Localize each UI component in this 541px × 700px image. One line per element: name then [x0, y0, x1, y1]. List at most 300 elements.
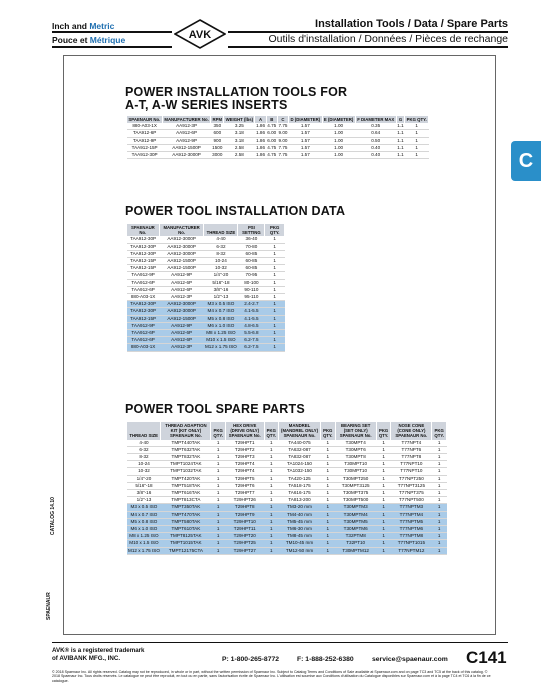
table-cell: 1: [264, 540, 279, 547]
table-cell: 80-100: [238, 279, 265, 286]
table-row: [127, 152, 429, 159]
table-cell: 1: [376, 454, 391, 461]
table-cell: 1: [432, 446, 447, 453]
table-cell: 70-95: [238, 272, 265, 279]
table-row: [127, 526, 447, 533]
table-cell: 7.75: [278, 152, 288, 158]
table-cell: 880-A03-1X: [127, 344, 159, 351]
footer-copyright: © 2018 Spaenaur Inc. All rights reserved. Catalog may not be reproduced, in whole or in part, without the written permission of Spaenaur Inc. Subject to Catalog Terms and Conditions of Sale available at Spaenaur.com and on page TC3 and TC5 at the back of this catalog. © 2018 Spaenaur Inc. Tous droits réservés. Le catalogue ne peut être reproduit, en tout ou en partie, sans l'autorisation écrite de Spaenaur Inc. L'utilisation est soumise aux Conditions d'utilisation du Catalogue disponibles sur Spaenaur.com et à la page TC4 et TC6 à la fin de ce catalogue.: [52, 670, 491, 683]
section1-header-cell: E (DIAMETER): [323, 117, 354, 122]
table-row: [127, 511, 447, 518]
table-row: [127, 308, 285, 315]
spare-parts-body: [127, 440, 447, 555]
section1-header-cell: C: [277, 116, 288, 123]
section3-title: POWER TOOL SPARE PARTS: [125, 402, 305, 416]
section1-header-cell: MANUFACTURER No.: [162, 116, 211, 123]
table-cell: T29HPT8: [225, 504, 264, 511]
table-cell: AA912-6P: [159, 330, 204, 337]
table-cell: 0.64: [355, 130, 396, 137]
table-cell: 1: [265, 258, 285, 265]
section3-header-cell: MANDREL (MANDREL ONLY) SPAENAUR No.: [279, 422, 321, 440]
table-cell: AA912-3P: [162, 123, 211, 130]
table-cell: T29HPT11: [225, 526, 264, 533]
table-cell: TA1032-150: [279, 468, 321, 475]
table-cell: 1.00: [322, 152, 355, 159]
table-cell: TMPT12175CTA: [161, 547, 211, 554]
table-cell: TM5-45 mm: [279, 518, 321, 525]
table-cell: TAA912-30P: [127, 243, 159, 250]
table-cell: 1: [432, 511, 447, 518]
table-cell: T77NPT6: [391, 446, 432, 453]
table-cell: TMPT610TAK: [161, 526, 211, 533]
table-row: [127, 482, 447, 489]
table-cell: 3.25: [224, 123, 255, 130]
table-cell: AA912-9P: [159, 322, 204, 329]
section1-header-cell: RPM: [212, 117, 223, 122]
table-cell: 1: [432, 526, 447, 533]
table-cell: 1: [376, 511, 391, 518]
table-cell: TAA912-15P: [127, 144, 162, 151]
table-cell: 1.86: [256, 130, 266, 136]
table-cell: 1.1: [397, 144, 404, 150]
table-cell: TM12-50 mm: [279, 547, 321, 554]
table-cell: 1.86: [256, 152, 266, 158]
table-cell: 1/2"-13: [127, 497, 161, 504]
table-cell: TMPT8125TAK: [161, 533, 211, 540]
table-cell: 8-32: [127, 454, 161, 461]
table-cell: M10 x 1.5 ISO: [204, 337, 238, 344]
table-cell: TMPT518TAK: [161, 482, 211, 489]
table-cell: M12 x 1.75 ISO: [204, 344, 237, 350]
table-cell: T30MPT8: [335, 454, 376, 461]
table-row: [127, 547, 447, 554]
table-cell: T77NPT375: [391, 490, 432, 497]
table-cell: 1: [211, 468, 226, 475]
table-cell: 4.8-6.5: [238, 322, 265, 329]
table-cell: 1: [211, 475, 226, 482]
table-cell: 1: [320, 547, 335, 554]
section1-header-cell: A: [255, 116, 266, 123]
label-metrique: Métrique: [89, 35, 126, 45]
table-cell: 1.1: [397, 123, 404, 129]
table-cell: 1.1: [397, 130, 404, 136]
table-cell: T77NPT10: [391, 468, 432, 475]
table-cell: T77NPT8: [391, 454, 432, 461]
table-cell: T77NPT500: [391, 497, 432, 504]
trademark-line2: of AVIBANK MFG., INC.: [52, 654, 121, 662]
table-cell: 1: [211, 490, 226, 497]
table-row: [127, 504, 447, 511]
table-cell: 1.57: [289, 152, 322, 159]
table-cell: 2.58: [224, 144, 255, 151]
table-cell: 4-40: [204, 236, 238, 243]
table-cell: 1: [432, 490, 447, 497]
table-row: [127, 440, 447, 447]
table-row: [127, 497, 447, 504]
table-cell: T29HPT5: [225, 475, 264, 482]
table-row: [127, 475, 447, 482]
table-cell: 6-32: [127, 446, 161, 453]
table-cell: 1: [376, 518, 391, 525]
table-row: [127, 123, 429, 130]
table-cell: 1: [264, 461, 279, 468]
table-cell: T29HPT4: [225, 468, 264, 475]
table-cell: T29HPT10: [225, 518, 264, 525]
table-cell: 9.00: [278, 137, 288, 143]
table-cell: 1: [376, 440, 391, 447]
table-cell: 1: [265, 337, 285, 344]
table-row: [127, 144, 429, 151]
table-cell: TA616-175: [279, 490, 321, 497]
table-cell: 1: [265, 279, 285, 286]
table-cell: M10 x 1.5 ISO: [127, 540, 161, 547]
table-cell: 1.86: [256, 144, 266, 150]
table-cell: 1: [432, 497, 447, 504]
table-cell: 1.57: [289, 130, 322, 137]
table-cell: 1: [320, 446, 335, 453]
footer-trademark: [52, 647, 144, 662]
table-cell: 10-24: [127, 461, 161, 468]
table-row: [127, 322, 285, 329]
table-row: [127, 330, 285, 337]
table-cell: 1: [432, 454, 447, 461]
table-cell: 1: [265, 315, 285, 322]
table-cell: T77NPT3125: [391, 482, 432, 489]
table-cell: 6-32: [204, 243, 238, 250]
table-cell: 1: [264, 468, 279, 475]
table-cell: 1: [265, 344, 285, 351]
table-cell: TA632-087: [279, 446, 321, 453]
table-cell: TAA912-9P: [127, 137, 162, 144]
footer-phone[interactable]: P: 1-800-265-8772: [222, 656, 280, 663]
table-cell: M3 x 0.5 ISO: [204, 301, 238, 308]
table-cell: TAA912-15P: [127, 265, 159, 272]
table-row: [127, 344, 285, 351]
table-cell: 1: [376, 468, 391, 475]
table-cell: 1: [320, 511, 335, 518]
table-row: [127, 518, 447, 525]
table-cell: 1: [211, 440, 226, 447]
table-cell: 0.40: [355, 152, 396, 159]
table-cell: AA912-6P: [159, 286, 204, 293]
table-cell: 1: [265, 330, 285, 337]
table-cell: 3/8"-16: [127, 490, 161, 497]
table-cell: TMPT420TAK: [161, 475, 211, 482]
table-cell: T30MPT3125: [335, 482, 376, 489]
table-cell: M8 x 1.25 ISO: [127, 533, 161, 540]
table-cell: 1: [432, 547, 447, 554]
table-cell: 70-80: [238, 243, 265, 250]
table-cell: T77NPTM4: [391, 511, 432, 518]
table-row: [127, 130, 429, 137]
table-cell: 4.75: [267, 144, 277, 150]
table-cell: 1: [264, 504, 279, 511]
table-cell: M6 x 1.0 ISO: [204, 322, 238, 329]
table-row: [127, 250, 285, 257]
table-cell: TAA912-6P: [127, 337, 159, 344]
table-cell: 5.5-6.8: [238, 330, 265, 337]
table-cell: AA912-6P: [162, 130, 211, 137]
table-cell: M5 x 0.8 ISO: [127, 518, 161, 525]
table-cell: T30MPTM6: [335, 526, 376, 533]
table-cell: 1: [432, 533, 447, 540]
table-cell: 1: [320, 440, 335, 447]
logo-text: AVK: [188, 29, 212, 41]
section1-header-cell: PKG QTY.: [406, 117, 427, 122]
table-cell: TMPT832TAK: [161, 454, 211, 461]
table-cell: T30MPT375: [335, 490, 376, 497]
table-cell: 1: [264, 490, 279, 497]
table-cell: TMPT470TAK: [161, 511, 211, 518]
table-cell: 4.75: [267, 123, 277, 129]
table-cell: 1: [405, 130, 429, 137]
table-cell: AA912-3000P: [159, 308, 204, 315]
table-cell: 1: [264, 526, 279, 533]
table-cell: 3000: [212, 152, 223, 158]
table-cell: 3/8"-16: [204, 286, 238, 293]
table-cell: 1: [320, 533, 335, 540]
table-cell: T32PTM8: [335, 533, 376, 540]
table-cell: 95-110: [238, 294, 265, 301]
table-cell: 1/4"-20: [204, 272, 238, 279]
table-cell: TA518-175: [279, 482, 321, 489]
table-cell: 10-24: [204, 258, 238, 265]
table-cell: 1.00: [322, 144, 355, 151]
section1-header-cell: B: [266, 116, 277, 123]
label-and: and: [69, 21, 90, 31]
table-cell: TAA912-30P: [127, 301, 159, 308]
table-cell: 1: [376, 540, 391, 547]
table-cell: 2.4-2.7: [238, 301, 265, 308]
table-cell: T29HPT7: [225, 490, 264, 497]
table-cell: 1: [264, 547, 279, 554]
table-cell: 1: [432, 440, 447, 447]
table-cell: 1: [211, 482, 226, 489]
section-tab[interactable]: C: [511, 141, 541, 181]
table-cell: TAA912-15P: [127, 315, 159, 322]
table-cell: 10-32: [204, 265, 238, 272]
table-cell: 1: [264, 482, 279, 489]
table-cell: 1: [211, 518, 226, 525]
section2-header-cell: MANUFACTURER No.: [159, 224, 204, 236]
table-cell: 1: [432, 504, 447, 511]
table-cell: T77NPT250: [391, 475, 432, 482]
table-cell: 2.58: [224, 152, 255, 159]
table-cell: 4-40: [127, 440, 161, 447]
table-cell: 60-85: [238, 250, 265, 257]
table-cell: 1: [376, 475, 391, 482]
table-cell: 1: [320, 468, 335, 475]
table-cell: 1: [211, 504, 226, 511]
section1-header-cell: SPAENAUR No.: [128, 117, 161, 122]
table-cell: AA912-3000P: [159, 301, 204, 308]
table-cell: 1: [264, 475, 279, 482]
section3-header-cell: PKG QTY.: [432, 422, 447, 440]
table-cell: 1.00: [322, 137, 355, 144]
table-cell: TMPT813CTA: [161, 497, 211, 504]
section2-header-cell: PSI SETTING: [238, 224, 265, 236]
table-cell: TAA912-15P: [127, 258, 159, 265]
table-cell: 1: [264, 454, 279, 461]
table-cell: TMPT1024TAK: [161, 461, 211, 468]
table-row: [127, 337, 285, 344]
table-cell: 90-110: [238, 286, 265, 293]
table-cell: T77NPTM12: [391, 547, 432, 554]
table-cell: M3 x 0.5 ISO: [127, 504, 161, 511]
table-cell: AA912-9P: [162, 137, 211, 144]
table-cell: 3.18: [224, 130, 255, 137]
table-cell: 1: [432, 468, 447, 475]
table-cell: TMPT632TAK: [161, 446, 211, 453]
table-cell: TM4-40 mm: [279, 511, 321, 518]
table-cell: AA912-1500P: [159, 315, 204, 322]
table-cell: M4 x 0.7 ISO: [204, 308, 238, 315]
table-cell: 1: [264, 518, 279, 525]
table-cell: M5 x 0.8 ISO: [204, 315, 238, 322]
table-cell: 1: [320, 526, 335, 533]
table-row: [127, 446, 447, 453]
table-cell: 1: [264, 440, 279, 447]
table-cell: T29HPT4: [225, 461, 264, 468]
table-row: [127, 301, 285, 308]
table-cell: 1: [264, 511, 279, 518]
table-cell: 1: [211, 547, 226, 554]
section3-header-cell: HEX DRIVE (DRIVE ONLY) SPAENAUR No.: [225, 422, 264, 440]
table-cell: AA912-6P: [159, 337, 204, 344]
label-et: et: [77, 35, 90, 45]
table-cell: AA912-9P: [159, 272, 204, 279]
table-cell: 1: [320, 497, 335, 504]
table-cell: TM6-30 mm: [279, 526, 321, 533]
section2-header-cell: THREAD SIZE: [204, 224, 238, 236]
table-cell: AA912-1500P: [159, 258, 204, 265]
section1-title-line1: POWER INSTALLATION TOOLS FOR: [125, 85, 348, 99]
table-cell: 4.1-5.5: [238, 308, 265, 315]
table-cell: 350: [211, 123, 224, 130]
section3-header-cell: NOSE CONE (CONE ONLY) SPAENAUR No.: [391, 422, 432, 440]
table-row: [127, 468, 447, 475]
footer-rule: [52, 642, 508, 643]
table-cell: TMPT1032TAK: [161, 468, 211, 475]
table-cell: 7.75: [278, 144, 288, 150]
table-cell: 1: [376, 490, 391, 497]
table-cell: 900: [211, 137, 224, 144]
table-cell: TMPT440TAK: [161, 440, 211, 447]
table-cell: 0.50: [355, 137, 396, 144]
table-cell: TAA912-30P: [127, 308, 159, 315]
table-cell: 1: [376, 446, 391, 453]
table-cell: 1: [211, 511, 226, 518]
table-cell: 1: [432, 482, 447, 489]
table-cell: 1: [405, 144, 429, 151]
table-cell: 1: [376, 461, 391, 468]
table-cell: TMPT350TAK: [161, 504, 211, 511]
section1-title: [125, 86, 347, 112]
table-cell: 1.57: [289, 123, 322, 130]
table-cell: 1: [264, 497, 279, 504]
table-cell: 6.00: [267, 130, 277, 136]
table-cell: TAA912-30P: [127, 236, 159, 243]
table-cell: 1: [265, 301, 285, 308]
table-cell: TAA912-6P: [127, 279, 159, 286]
table-cell: TA440-075: [279, 440, 321, 447]
table-cell: 0.35: [355, 123, 396, 130]
table-cell: T77NPTM3: [391, 504, 432, 511]
header-title-fr: Outils d'installation / Données / Pièces de rechange: [268, 33, 508, 45]
table-cell: 1: [432, 475, 447, 482]
table-row: [127, 272, 285, 279]
table-cell: T30MPT4: [335, 440, 376, 447]
table-cell: AA912-3000P: [159, 243, 204, 250]
header-rule-left-top: [52, 31, 172, 33]
table-cell: M6 x 1.0 ISO: [127, 526, 161, 533]
spare-parts-table: [127, 422, 447, 555]
table-cell: 1.00: [322, 123, 355, 130]
label-metric: Metric: [89, 21, 115, 31]
table-cell: T30MPTM3: [335, 504, 376, 511]
table-cell: TM3-20 mm: [279, 504, 321, 511]
tools-table: [127, 116, 429, 159]
table-cell: M12 x 1.75 ISO: [128, 547, 160, 553]
table-cell: 1: [376, 533, 391, 540]
table-cell: 1: [211, 540, 226, 547]
table-cell: AA912-3000P: [159, 236, 204, 243]
table-cell: T30MPT10: [335, 461, 376, 468]
table-cell: T77NPTM5: [391, 518, 432, 525]
table-cell: 1.57: [289, 144, 322, 151]
table-cell: 600: [211, 130, 224, 137]
table-cell: TAA912-6P: [127, 130, 162, 137]
table-cell: TAA912-9P: [127, 272, 159, 279]
header-rule-left-bottom: [52, 46, 172, 48]
section3-header-cell: THREAD ADAPTION KIT (KIT ONLY) SPAENAUR No.: [161, 422, 211, 440]
side-catalog-label: CATALOG 14.10: [50, 497, 56, 535]
table-cell: T30MPTM5: [335, 518, 376, 525]
table-cell: 1: [265, 265, 285, 272]
section3-header-cell: THREAD SIZE: [127, 422, 161, 440]
section1-header-cell: WEIGHT (lbs): [225, 117, 254, 122]
table-cell: 1: [211, 497, 226, 504]
table-cell: T29HPT2: [225, 446, 264, 453]
table-cell: 1: [320, 490, 335, 497]
footer-fax: F: 1-888-252-6380: [297, 656, 354, 663]
table-cell: T32PT10: [335, 540, 376, 547]
table-cell: 60-85: [238, 265, 265, 272]
table-cell: T77NPT4: [391, 440, 432, 447]
table-cell: 5/16"-18: [127, 482, 161, 489]
table-cell: T29HPT1: [225, 440, 264, 447]
table-cell: 1: [265, 286, 285, 293]
table-cell: 1: [265, 294, 285, 301]
table-cell: 4.75: [267, 152, 277, 158]
table-cell: 1: [264, 533, 279, 540]
table-cell: M4 x 0.7 ISO: [127, 511, 161, 518]
table-cell: TMPT616TAK: [161, 490, 211, 497]
table-cell: AA912-3P: [159, 344, 204, 351]
section1-header-cell: D (DIAMETER): [290, 117, 321, 122]
table-row: [127, 461, 447, 468]
footer-email-link[interactable]: service@spaenaur.com: [372, 656, 448, 663]
header-measure-fr: [52, 35, 125, 45]
table-cell: 1: [405, 137, 429, 144]
section1-header-cell: F DIAMETER MAX: [357, 117, 395, 122]
table-cell: 1.86: [256, 137, 266, 143]
table-cell: TMPT580TAK: [161, 518, 211, 525]
table-cell: TAA912-6P: [127, 330, 159, 337]
section1-title-line2: A-T, A-W SERIES INSERTS: [125, 98, 288, 112]
table-cell: 1500: [212, 144, 223, 150]
table-cell: T29HPT26: [225, 497, 264, 504]
